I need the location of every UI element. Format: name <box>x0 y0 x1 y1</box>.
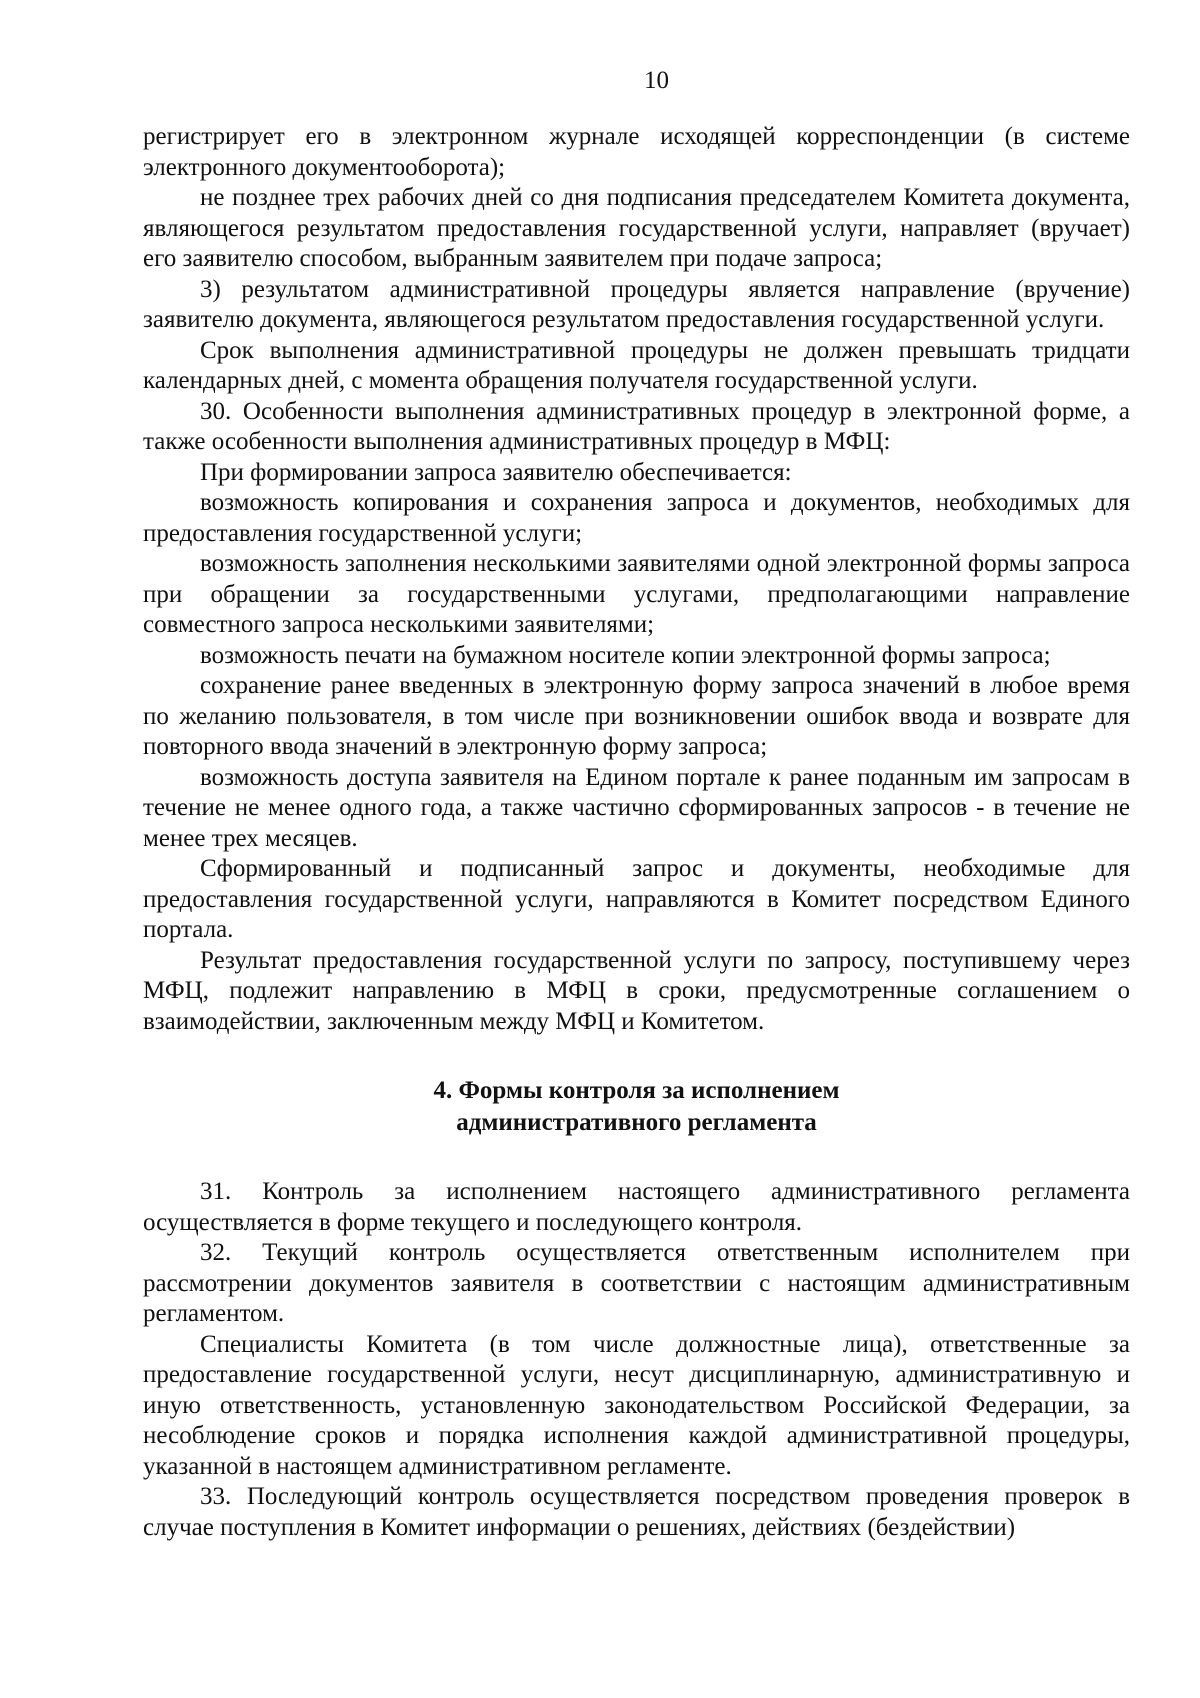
paragraph: Сформированный и подписанный запрос и документы, необходимые для предоставления государственной услуги, направляются в Комитет посредством Единого портала. <box>143 855 1130 943</box>
paragraph: возможность заполнения несколькими заявителями одной электронной формы запроса при обращении за государственными услугами, предполагающими направление совместного запроса несколькими заявителями; <box>143 550 1130 638</box>
section-heading-line-1: 4. Формы контроля за исполнением <box>433 1077 840 1104</box>
paragraph: возможность доступа заявителя на Едином портале к ранее поданным им запросам в течение не менее одного года, а также частично сформированных запросов - в течение не менее трех месяцев. <box>143 763 1130 852</box>
paragraph: При формировании запроса заявителю обеспечивается: <box>200 458 792 486</box>
section-heading-line-2: административного регламента <box>456 1109 817 1136</box>
paragraph: 33. Последующий контроль осуществляется посредством проведения проверок в случае поступления в Комитет информации о решениях, действиях (бездействии) <box>143 1483 1130 1541</box>
paragraph: возможность печати на бумажном носителе копии электронной формы запроса; <box>200 641 1051 669</box>
page-number: 10 <box>644 67 669 94</box>
paragraph: не позднее трех рабочих дней со дня подписания председателем Комитета документа, являющегося результатом предоставления государственной услуги, направляет (вручает) его заявителю способом, выбранным заявителем при подаче запроса; <box>143 184 1130 272</box>
paragraph: Специалисты Комитета (в том числе должностные лица), ответственные за предоставление государственной услуги, несут дисциплинарную, административную и иную ответственность, установленную законодательством Российской Федерации, за несоблюдение сроков и порядка исполнения каждой административной процедуры, указанной в настоящем административном регламенте. <box>143 1330 1130 1480</box>
paragraph: 32. Текущий контроль осуществляется ответственным исполнителем при рассмотрении документов заявителя в соответствии с настоящим административным регламентом. <box>143 1239 1130 1327</box>
paragraph: 3) результатом административной процедуры является направление (вручение) заявителю документа, являющегося результатом предоставления государственной услуги. <box>143 275 1130 333</box>
paragraph: Результат предоставления государственной услуги по запросу, поступившему через МФЦ, подлежит направлению в МФЦ в сроки, предусмотренные соглашением о взаимодействии, заключенным между МФЦ и Комитетом. <box>143 946 1130 1035</box>
paragraph: 31. Контроль за исполнением настоящего административного регламента осуществляется в форме текущего и последующего контроля. <box>143 1178 1130 1236</box>
paragraph: регистрирует его в электронном журнале исходящей корреспонденции (в системе электронного документооборота); <box>143 123 1130 181</box>
section-heading <box>143 1075 1130 1139</box>
paragraph: 30. Особенности выполнения административных процедур в электронной форме, а также особенности выполнения административных процедур в МФЦ: <box>143 397 1130 455</box>
paragraph: возможность копирования и сохранения запроса и документов, необходимых для предоставления государственной услуги; <box>143 489 1130 547</box>
paragraph: сохранение ранее введенных в электронную форму запроса значений в любое время по желанию пользователя, в том числе при возникновении ошибок ввода и возврате для повторного ввода значений в электронную форму запроса; <box>143 672 1130 760</box>
paragraph: Срок выполнения административной процедуры не должен превышать тридцати календарных дней, с момента обращения получателя государственной услуги. <box>143 336 1130 394</box>
